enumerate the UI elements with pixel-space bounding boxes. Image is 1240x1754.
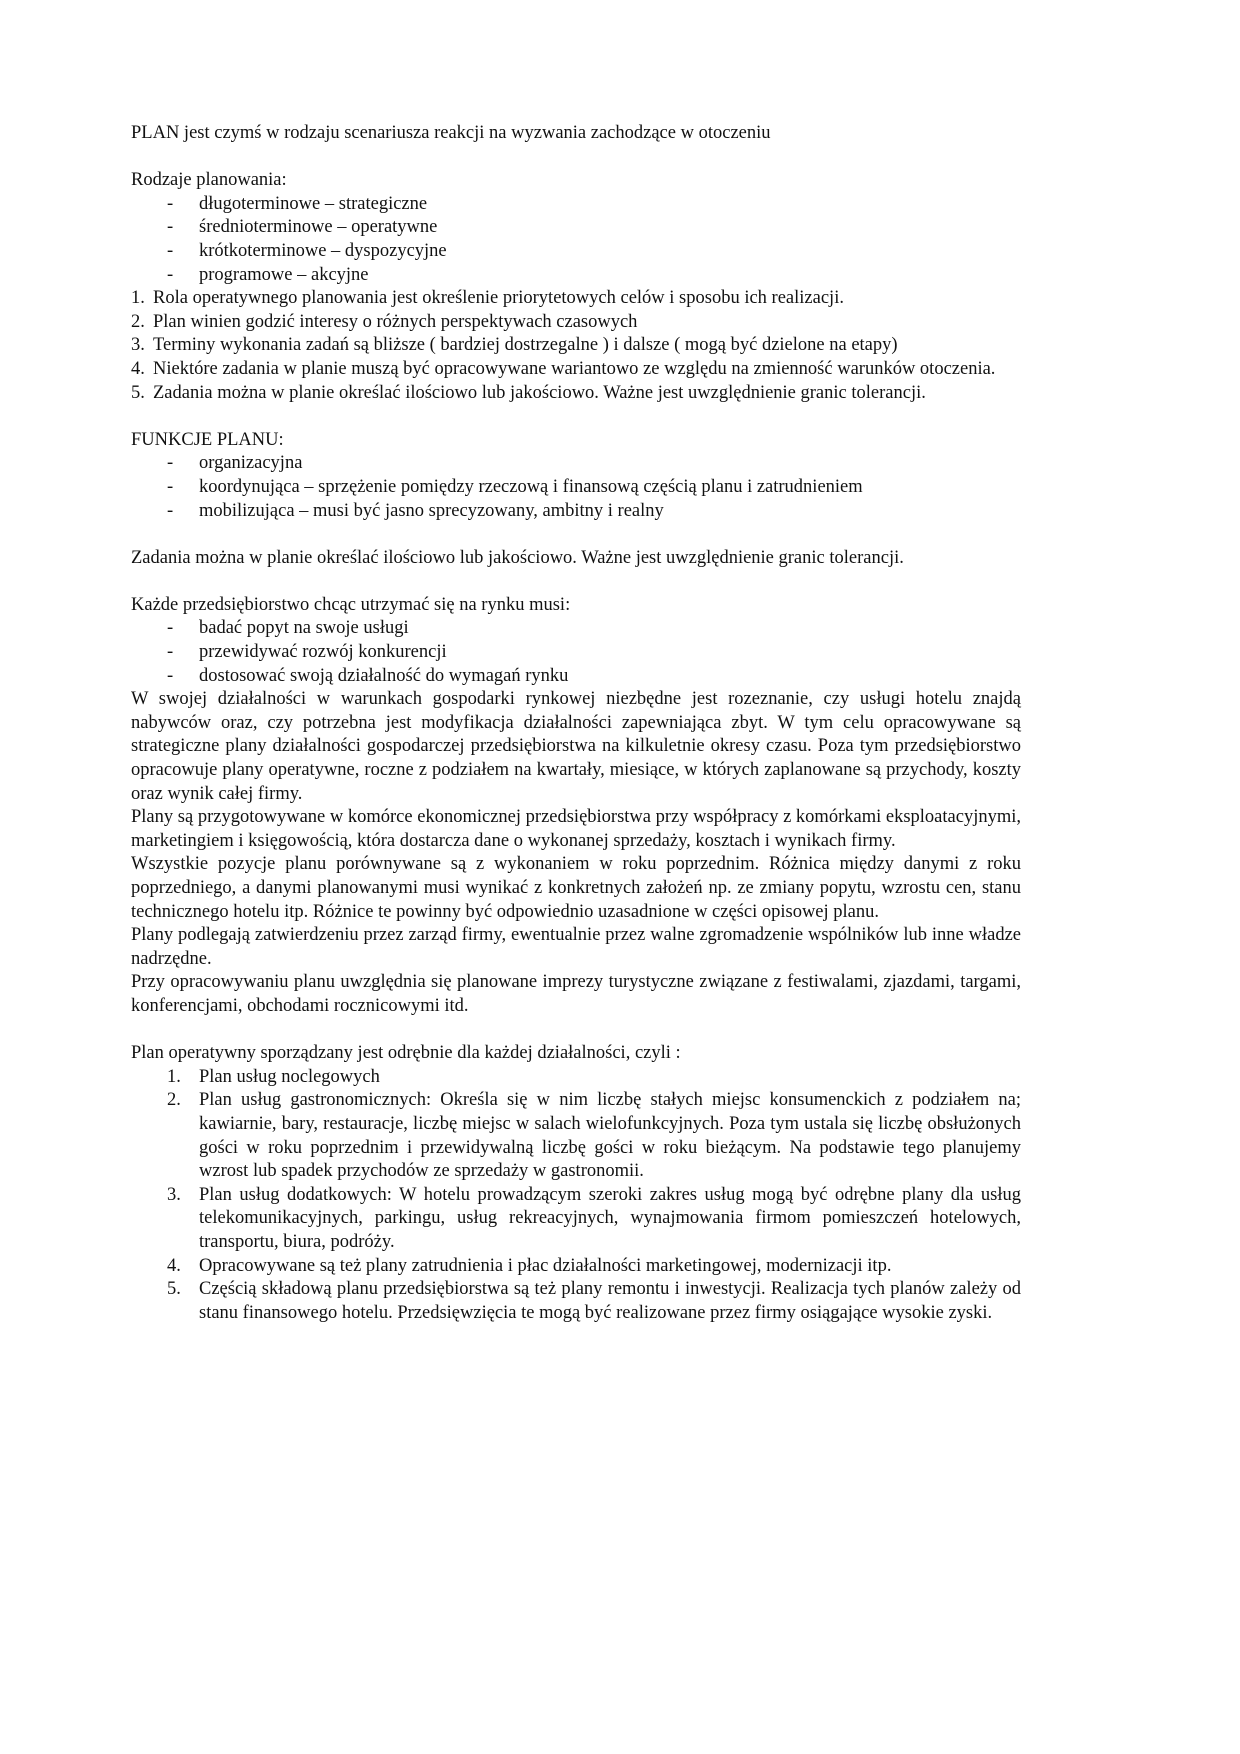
list-item: - długoterminowe – strategiczne <box>167 193 428 214</box>
paragraph: Wszystkie pozycje planu porównywane są z wykonaniem w roku poprzednim. Różnica między danymi z roku poprzedniego, a danymi planowanymi musi wynikać z konkretnych założeń np. ze zmiany popytu, wzrostu cen, stanu technicznego hotelu itp. Różnice te powinny być odpowiednio uzasadnione w części opisowej planu. <box>131 854 1021 922</box>
list-item: 5. Częścią składową planu przedsiębiorstwa są też plany remontu i inwestycji. Realizacja tych planów zależy od stanu finansowego hotelu. Przedsięwzięcia te mogą być realizowane przez firmy osiągające wysokie zyski. <box>167 1279 1021 1323</box>
plan-functions-list <box>131 452 1021 523</box>
market-heading: Każde przedsiębiorstwo chcąc utrzymać się na rynku musi: <box>131 594 571 615</box>
paragraph: Plany podlegają zatwierdzeniu przez zarząd firmy, ewentualnie przez walne zgromadzenie wspólników lub inne władze nadrzędne. <box>131 925 1021 969</box>
list-item: - organizacyjna <box>167 453 303 474</box>
list-item: 1. Plan usług noclegowych <box>167 1066 380 1087</box>
market-requirements-list <box>131 617 1021 688</box>
list-item: - krótkoterminowe – dyspozycyjne <box>167 240 447 261</box>
paragraph: W swojej działalności w warunkach gospodarki rynkowej niezbędne jest rozeznanie, czy usługi hotelu znajdą nabywców oraz, czy potrzebna jest modyfikacja działalności zapewniająca zbyt. W tym celu opracowywane są strategiczne plany działalności gospodarczej przedsiębiorstwa na kilkuletnie okresy czasu. Poza tym przedsiębiorstwo opracowuje plany operatywne, roczne z podziałem na kwartały, miesiące, w których zaplanowane są przychody, koszty oraz wynik całej firmy. <box>131 689 1021 804</box>
tasks-note: Zadania można w planie określać ilościowo lub jakościowo. Ważne jest uwzględnienie granic tolerancji. <box>131 547 904 568</box>
list-item: - dostosować swoją działalność do wymagań rynku <box>167 665 569 686</box>
document-page <box>131 122 1021 1325</box>
list-item: 4. Opracowywane są też plany zatrudnienia i płac działalności marketingowej, modernizacji itp. <box>167 1255 892 1276</box>
list-item: - przewidywać rozwój konkurencji <box>167 642 447 663</box>
list-item: - mobilizująca – musi być jasno sprecyzowany, ambitny i realny <box>167 500 664 521</box>
list-item: - badać popyt na swoje usługi <box>167 618 409 639</box>
list-item: 2. Plan usług gastronomicznych: Określa się w nim liczbę stałych miejsc konsumenckich z podziałem na; kawiarnie, bary, restauracje, liczbę miejsc w salach wielofunkcyjnych. Poza tym ustala się liczbę obsłużonych gości w roku poprzednim i przewidywalną liczbę gości w roku bieżącym. Na podstawie tego planujemy wzrost lub spadek przychodów ze sprzedaży w gastronomii. <box>167 1090 1021 1182</box>
list-item: 2. Plan winien godzić interesy o różnych perspektywach czasowych <box>131 311 638 332</box>
operative-heading: Plan operatywny sporządzany jest odrębnie dla każdej działalności, czyli : <box>131 1043 681 1064</box>
list-item: 5. Zadania można w planie określać ilościowo lub jakościowo. Ważne jest uwzględnienie granic tolerancji. <box>131 382 926 403</box>
operative-plans-list <box>131 1066 1021 1326</box>
list-item: 1. Rola operatywnego planowania jest określenie priorytetowych celów i sposobu ich realizacji. <box>131 288 844 309</box>
types-heading: Rodzaje planowania: <box>131 170 287 191</box>
planning-types-list <box>131 193 1021 287</box>
list-item: - programowe – akcyjne <box>167 264 369 285</box>
functions-heading: FUNKCJE PLANU: <box>131 429 284 450</box>
list-item: 4. Niektóre zadania w planie muszą być opracowywane wariantowo ze względu na zmienność warunków otoczenia. <box>131 358 996 379</box>
paragraph: Plany są przygotowywane w komórce ekonomicznej przedsiębiorstwa przy współpracy z komórkami eksploatacyjnymi, marketingiem i księgowością, która dostarcza dane o wykonanej sprzedaży, kosztach i wynikach firmy. <box>131 807 1021 851</box>
planning-points-list <box>131 287 1021 405</box>
list-item: 3. Terminy wykonania zadań są bliższe ( bardziej dostrzegalne ) i dalsze ( mogą być dzielone na etapy) <box>131 335 898 356</box>
list-item: - średnioterminowe – operatywne <box>167 217 438 238</box>
list-item: 3. Plan usług dodatkowych: W hotelu prowadzącym szeroki zakres usług mogą być odrębne plany dla usług telekomunikacyjnych, parkingu, usług rekreacyjnych, wynajmowania firmom pomieszczeń hotelowych, transportu, biura, podróży. <box>167 1184 1021 1252</box>
paragraph: Przy opracowywaniu planu uwzględnia się planowane imprezy turystyczne związane z festiwalami, zjazdami, targami, konferencjami, obchodami rocznicowymi itd. <box>131 972 1021 1016</box>
intro-text: PLAN jest czymś w rodzaju scenariusza reakcji na wyzwania zachodzące w otoczeniu <box>131 123 771 143</box>
list-item: - koordynująca – sprzężenie pomiędzy rzeczową i finansową częścią planu i zatrudnieniem <box>167 476 863 497</box>
